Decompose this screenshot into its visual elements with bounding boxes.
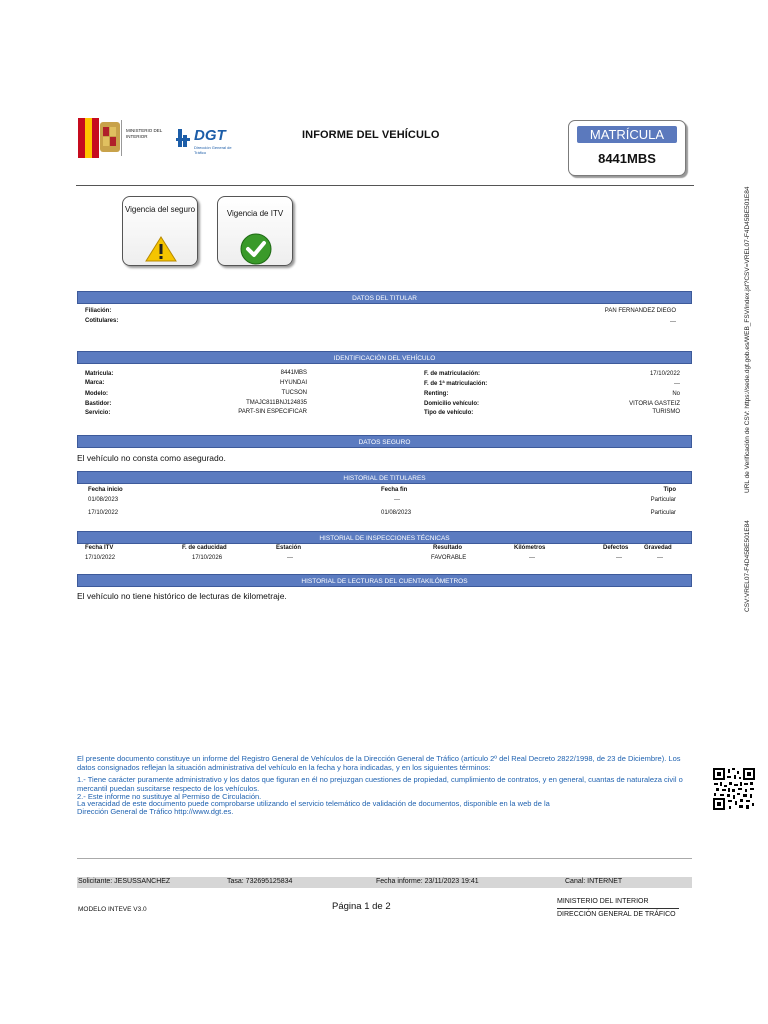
table-cell: Particular [650, 510, 676, 516]
plate-box [568, 120, 686, 176]
column-header: F. de caducidad [182, 545, 227, 551]
cotitulares-label: Cotitulares: [85, 318, 119, 324]
footer-divider [77, 858, 692, 859]
qr-code [712, 767, 756, 811]
table-cell: --- [657, 555, 663, 561]
vehicle-label: Marca: [85, 380, 105, 386]
table-cell: --- [529, 555, 535, 561]
table-cell: 01/08/2023 [381, 510, 412, 516]
section-historial-titulares-header: HISTORIAL DE TITULARES [77, 471, 692, 484]
vehicle-value: TMAJC811BNJ124835 [246, 400, 307, 406]
document-title: INFORME DEL VEHÍCULO [302, 129, 440, 141]
ministry-logo-text: MINISTERIO DEL INTERIOR [126, 128, 163, 139]
column-header: Gravedad [644, 545, 672, 551]
vehicle-label: Bastidor: [85, 401, 112, 407]
vehicle-value: 17/10/2022 [649, 371, 680, 377]
canal-text: Canal: INTERNET [565, 878, 623, 885]
table-cell: 17/10/2026 [192, 555, 223, 561]
legal-point-2: 2.- Este informe no sustituye al Permiso de Circulación. [77, 792, 262, 801]
vehicle-label: Tipo de vehículo: [424, 410, 474, 416]
tasa-text: Tasa: 732695125834 [227, 878, 293, 885]
column-header: Resultado [433, 545, 463, 551]
dgt-logo-text: DGT [194, 127, 226, 144]
legal-dgt-link: Dirección General de Tráfico http://www.dgt.es. [77, 807, 234, 816]
cuentakilometros-note: El vehículo no tiene histórico de lecturas de kilometraje. [77, 591, 287, 601]
table-cell: Particular [650, 497, 676, 503]
vehicle-label: Matricula: [85, 371, 114, 377]
column-header: Estación [276, 545, 302, 551]
vehicle-value: TUCSON [281, 390, 307, 396]
vehicle-label: F. de 1ª matriculación: [424, 381, 488, 387]
table-cell: --- [616, 555, 622, 561]
vehicle-label: Renting: [424, 391, 449, 397]
vehicle-value: VITORIA GASTEIZ [629, 401, 680, 407]
cotitulares-value: --- [670, 319, 676, 325]
dgt-logo [176, 124, 242, 158]
header-divider [76, 185, 694, 186]
itv-badge-title: Vigencia de ITV [226, 209, 284, 218]
column-header: Fecha ITV [85, 545, 114, 551]
section-vehiculo-header: IDENTIFICACIÓN DEL VEHÍCULO [77, 351, 692, 364]
modelo-text: MODELO INTEVE V3.0 [78, 906, 147, 913]
seguro-note: El vehículo no consta como asegurado. [77, 453, 226, 463]
legal-intro: El presente documento constituye un informe del Registro General de Vehículos de la Dirección General de Tráfico (artículo 2º del Real Decreto 2822/1998, de 23 de Diciembre). Los datos consignados reflejan la situación administrativa del vehículo en la fecha y hora indicadas, y en los siguientes términos: [77, 754, 681, 772]
vehicle-value: 8441MBS [280, 370, 307, 376]
filiacion-label: Filiación: [85, 308, 112, 314]
signature-line [557, 908, 679, 909]
vehicle-value: --- [674, 381, 680, 387]
section-cuentakilometros-header: HISTORIAL DE LECTURAS DEL CUENTAKILÓMETROS [77, 574, 692, 587]
table-cell: --- [394, 497, 400, 503]
plate-number: 8441MBS [598, 151, 656, 166]
table-cell: FAVORABLE [431, 555, 467, 561]
check-icon [239, 233, 273, 265]
page-number: Página 1 de 2 [332, 901, 391, 912]
legal-point-1: 1.- Tiene carácter puramente administrativo y los datos que figuran en él no prejuzgan cuestiones de propiedad, cumplimiento de contratos, y en general, cuantas de naturaleza civil o mercantil puedan suscitarse respecto de los vehículos. [77, 775, 683, 793]
vehicle-value: HYUNDAI [279, 380, 307, 386]
section-seguro-header: DATOS SEGURO [77, 435, 692, 448]
vehicle-label: Domicilio vehículo: [424, 401, 480, 407]
vehicle-value: TURISMO [652, 409, 680, 415]
vehicle-label: Modelo: [85, 391, 108, 397]
itv-badge [217, 196, 293, 266]
vehicle-label: F. de matriculación: [424, 371, 481, 377]
insurance-badge-title: Vigencia del seguro [124, 205, 196, 214]
vehicle-value: No [672, 391, 680, 397]
table-cell: 17/10/2022 [85, 555, 116, 561]
fecha-informe-text: Fecha informe: 23/11/2023 19:41 [376, 878, 479, 885]
solicitante-text: Solicitante: JESUSSANCHEZ [78, 878, 171, 885]
filiacion-value: PAN FERNANDEZ DIEGO [604, 308, 676, 314]
plate-label: MATRÍCULA [577, 126, 677, 143]
ministerio-text: MINISTERIO DEL INTERIOR [557, 898, 649, 905]
section-inspecciones-header: HISTORIAL DE INSPECCIONES TÉCNICAS [77, 531, 692, 544]
column-header: Fecha inicio [88, 487, 123, 493]
csv-vertical-text: CSV:VREL07-F4D45BE501E84 [744, 520, 751, 612]
table-cell: 01/08/2023 [88, 497, 119, 503]
section-titular-header: DATOS DEL TITULAR [77, 291, 692, 304]
column-header: Fecha fin [381, 487, 408, 493]
legal-verification: La veracidad de este documento puede comprobarse utilizando el servicio telemático de validación de documentos, disponible en la web de la [77, 799, 550, 808]
column-header: Kilómetros [514, 545, 546, 551]
insurance-badge [122, 196, 198, 266]
vehicle-value: PART-SIN ESPECIFICAR [238, 409, 307, 415]
url-vertical-text: URL de Verificación de CSV: https://sede.dgt.gob.es/WEB_FSV/index.jsf?CSV=VREL07-F4D45BE501E84 [744, 186, 751, 493]
table-cell: --- [287, 555, 293, 561]
column-header: Tipo [663, 487, 676, 493]
table-cell: 17/10/2022 [88, 510, 119, 516]
warning-icon [145, 235, 177, 263]
dgt-logo-subtitle: Dirección General de Tráfico [194, 145, 232, 155]
ministry-logo [78, 118, 170, 158]
vehicle-label: Servicio: [85, 410, 111, 416]
direccion-text: DIRECCIÓN GENERAL DE TRÁFICO [557, 911, 676, 918]
column-header: Defectos [603, 545, 629, 551]
